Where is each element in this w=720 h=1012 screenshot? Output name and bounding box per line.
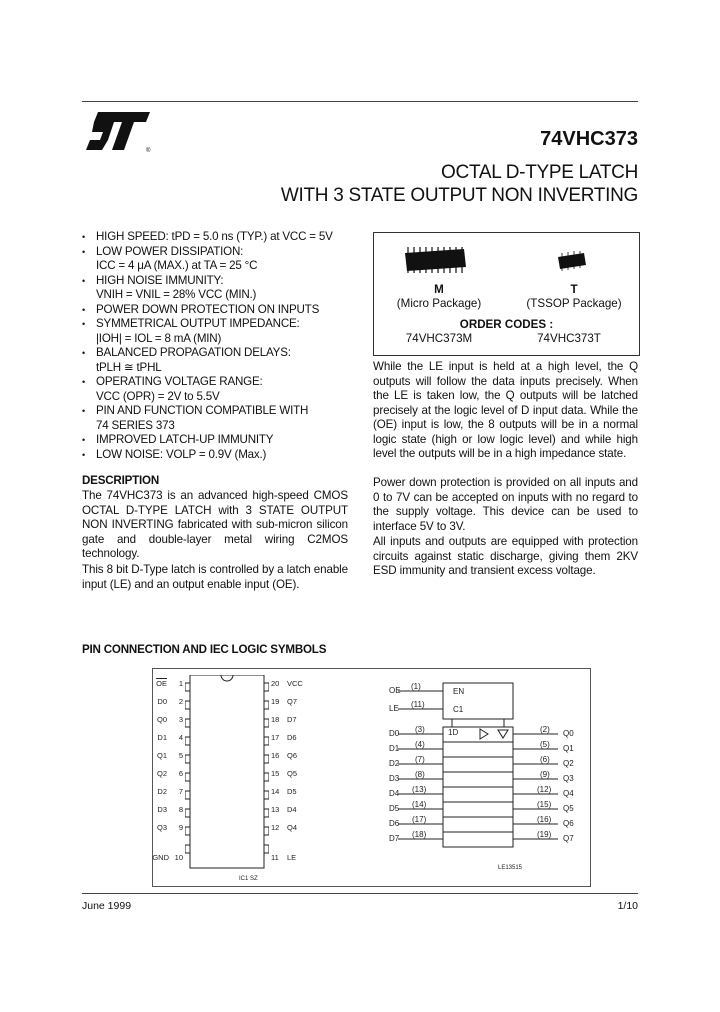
pin-num-left: 8 bbox=[178, 805, 183, 814]
pin-num-left: 10 bbox=[174, 853, 183, 862]
iec-1d-label: 1D bbox=[448, 728, 459, 737]
iec-input-name: D5 bbox=[389, 804, 400, 813]
pin-num-left: 6 bbox=[178, 769, 183, 778]
ic-caption: IC1 SZ bbox=[239, 876, 258, 882]
iec-input-num: (18) bbox=[412, 830, 427, 839]
pin-name-right: D6 bbox=[287, 733, 297, 742]
pin-name-left: D1 bbox=[157, 733, 167, 742]
tssop-package-icon bbox=[554, 251, 590, 271]
pin-name-right: Q5 bbox=[287, 769, 298, 778]
pin-num-right: 20 bbox=[271, 679, 280, 688]
right-p2: Power down protection is provided on all inputs and 0 to 7V can be accepted on inputs with no regard to the supply voltage. This device can be used to interface 5V to 3V. bbox=[373, 476, 638, 533]
pin-num-right: 16 bbox=[271, 751, 280, 760]
iec-input-name: D0 bbox=[389, 729, 400, 738]
pin-diagram-box bbox=[152, 668, 591, 887]
pin-num-left: 5 bbox=[178, 751, 183, 760]
iec-input-name: D7 bbox=[389, 834, 400, 843]
description-p2: This 8 bit D-Type latch is controlled by a latch enable input (LE) and an output enable input (OE). bbox=[82, 563, 348, 591]
part-number: 74VHC373 bbox=[540, 128, 638, 150]
iec-output-name: Q3 bbox=[563, 774, 574, 783]
feature-item: • BALANCED PROPAGATION DELAYS: tPLH ≅ tPHL bbox=[82, 346, 291, 374]
iec-output-name: Q0 bbox=[563, 729, 574, 738]
pin-num-left: 3 bbox=[178, 715, 183, 724]
feature-item: • HIGH SPEED: tPD = 5.0 ns (TYP.) at VCC = 5V bbox=[82, 230, 333, 243]
iec-input-name: OE bbox=[389, 686, 401, 695]
iec-input-num: (7) bbox=[415, 755, 425, 764]
description-title: DESCRIPTION bbox=[82, 474, 160, 487]
iec-output-name: Q1 bbox=[563, 744, 574, 753]
iec-input-num: (14) bbox=[412, 800, 427, 809]
pkg-m-name: (Micro Package) bbox=[396, 297, 482, 310]
pin-section-title: PIN CONNECTION AND IEC LOGIC SYMBOLS bbox=[82, 643, 327, 656]
iec-output-name: Q2 bbox=[563, 759, 574, 768]
feature-item: • HIGH NOISE IMMUNITY: VNIH = VNIL = 28% VCC (MIN.) bbox=[82, 273, 257, 301]
pin-name-right: VCC bbox=[287, 679, 303, 688]
iec-c1-label: C1 bbox=[453, 705, 464, 714]
pin-name-right: D4 bbox=[287, 805, 297, 814]
iec-input-name: D1 bbox=[389, 744, 400, 753]
iec-output-num: (19) bbox=[537, 830, 552, 839]
pin-num-left: 9 bbox=[178, 823, 183, 832]
order-code-m: 74VHC373M bbox=[405, 332, 473, 345]
feature-item: • PIN AND FUNCTION COMPATIBLE WITH 74 SERIES 373 bbox=[82, 404, 309, 432]
iec-input-name: D2 bbox=[389, 759, 400, 768]
iec-input-num: (8) bbox=[415, 770, 425, 779]
feature-list bbox=[82, 230, 362, 462]
feature-item: • LOW NOISE: VOLP = 0.9V (Max.) bbox=[82, 447, 267, 461]
feature-item: • LOW POWER DISSIPATION: ICC = 4 μA (MAX.) at TA = 25 °C bbox=[82, 244, 258, 272]
so-package-icon bbox=[402, 243, 468, 277]
order-codes-title: ORDER CODES : bbox=[459, 318, 554, 331]
iec-en-label: EN bbox=[453, 687, 465, 696]
iec-input-name: D4 bbox=[389, 789, 400, 798]
pin-name-left: Q2 bbox=[156, 769, 167, 778]
pin-num-right: 14 bbox=[271, 787, 280, 796]
top-rule bbox=[82, 101, 638, 102]
pin-name-left: Q0 bbox=[156, 715, 167, 724]
iec-caption: LE13515 bbox=[498, 865, 523, 871]
feature-item: • OPERATING VOLTAGE RANGE: VCC (OPR) = 2V to 5.5V bbox=[82, 375, 263, 403]
iec-input-name: D3 bbox=[389, 774, 400, 783]
svg-text:®: ® bbox=[146, 148, 151, 154]
footer-page: 1/10 bbox=[617, 900, 638, 912]
pin-num-right: 13 bbox=[271, 805, 280, 814]
feature-item: • SYMMETRICAL OUTPUT IMPEDANCE: |IOH| = IOL = 8 mA (MIN) bbox=[82, 317, 300, 345]
iec-input-name: LE bbox=[389, 704, 399, 713]
pin-num-right: 15 bbox=[271, 769, 280, 778]
pin-num-left: 4 bbox=[178, 733, 183, 742]
iec-output-name: Q5 bbox=[563, 804, 574, 813]
iec-output-num: (15) bbox=[537, 800, 552, 809]
pin-num-right: 19 bbox=[271, 697, 280, 706]
pin-name-left: GND bbox=[152, 853, 169, 862]
pin-name-right: Q6 bbox=[287, 751, 298, 760]
iec-input-num: (11) bbox=[411, 700, 425, 709]
st-logo bbox=[84, 110, 156, 156]
pin-num-right: 11 bbox=[271, 853, 279, 862]
pin-name-right: Q4 bbox=[287, 823, 298, 832]
iec-input-name: D6 bbox=[389, 819, 400, 828]
title-line-1: OCTAL D-TYPE LATCH bbox=[441, 162, 638, 183]
iec-input-num: (17) bbox=[412, 815, 427, 824]
pin-name-left: D0 bbox=[157, 697, 167, 706]
iec-output-num: (5) bbox=[540, 740, 550, 749]
pin-num-right: 17 bbox=[271, 733, 280, 742]
footer-date: June 1999 bbox=[82, 900, 132, 912]
feature-item: • IMPROVED LATCH-UP IMMUNITY bbox=[82, 433, 274, 446]
iec-input-num: (3) bbox=[415, 725, 425, 734]
dip-package bbox=[185, 675, 269, 869]
pin-name-left: D3 bbox=[157, 805, 167, 814]
right-p1: While the LE input is held at a high level, the Q outputs will follow the data inputs precisely. When the LE is taken low, the Q outputs will be latched precisely at the logic level of D input data. While the (OE) input is low, the 8 outputs will be in a normal logic state (high or low logic level) and while high level the outputs will be in a high impedance state. bbox=[373, 360, 638, 460]
iec-output-name: Q6 bbox=[563, 819, 574, 828]
pin-name-left: $\overline{OE}$ bbox=[156, 679, 167, 688]
pin-name-right: D5 bbox=[287, 787, 297, 796]
iec-output-name: Q7 bbox=[563, 834, 574, 843]
iec-output-name: Q4 bbox=[563, 789, 574, 798]
pin-num-left: 2 bbox=[178, 697, 183, 706]
pkg-t-code: T bbox=[570, 283, 578, 296]
pin-num-left: 1 bbox=[178, 679, 183, 688]
pkg-t-name: (TSSOP Package) bbox=[526, 297, 622, 310]
title-line-2: WITH 3 STATE OUTPUT NON INVERTING bbox=[280, 185, 638, 206]
iec-output-num: (16) bbox=[537, 815, 552, 824]
pin-name-right: Q7 bbox=[287, 697, 298, 706]
pin-num-right: 12 bbox=[271, 823, 280, 832]
pin-name-left: D2 bbox=[157, 787, 167, 796]
description-p1: The 74VHC373 is an advanced high-speed CMOS OCTAL D-TYPE LATCH with 3 STATE OUTPUT NON INVERTING fabricated with sub-micron silicon gate and double-layer metal wiring C2MOS technology. bbox=[82, 489, 348, 560]
iec-output-num: (12) bbox=[537, 785, 552, 794]
pin-name-left: Q1 bbox=[156, 751, 167, 760]
iec-input-num: (13) bbox=[412, 785, 427, 794]
iec-output-num: (2) bbox=[540, 725, 550, 734]
order-box bbox=[373, 232, 640, 356]
pin-name-right: LE bbox=[287, 853, 297, 862]
pin-name-right: D7 bbox=[287, 715, 297, 724]
order-code-t: 74VHC373T bbox=[537, 332, 601, 345]
iec-input-num: (1) bbox=[411, 682, 421, 691]
feature-item: • POWER DOWN PROTECTION ON INPUTS bbox=[82, 302, 320, 316]
iec-output-num: (6) bbox=[540, 755, 550, 764]
pin-num-right: 18 bbox=[271, 715, 280, 724]
pin-name-left: Q3 bbox=[156, 823, 167, 832]
bottom-rule bbox=[82, 893, 638, 894]
iec-output-num: (9) bbox=[540, 770, 550, 779]
right-p3: All inputs and outputs are equipped with protection circuits against static discharge, giving them 2KV ESD immunity and transient excess voltage. bbox=[373, 535, 638, 577]
pin-num-left: 7 bbox=[178, 787, 183, 796]
pkg-m-code: M bbox=[434, 283, 444, 296]
iec-input-num: (4) bbox=[415, 740, 425, 749]
